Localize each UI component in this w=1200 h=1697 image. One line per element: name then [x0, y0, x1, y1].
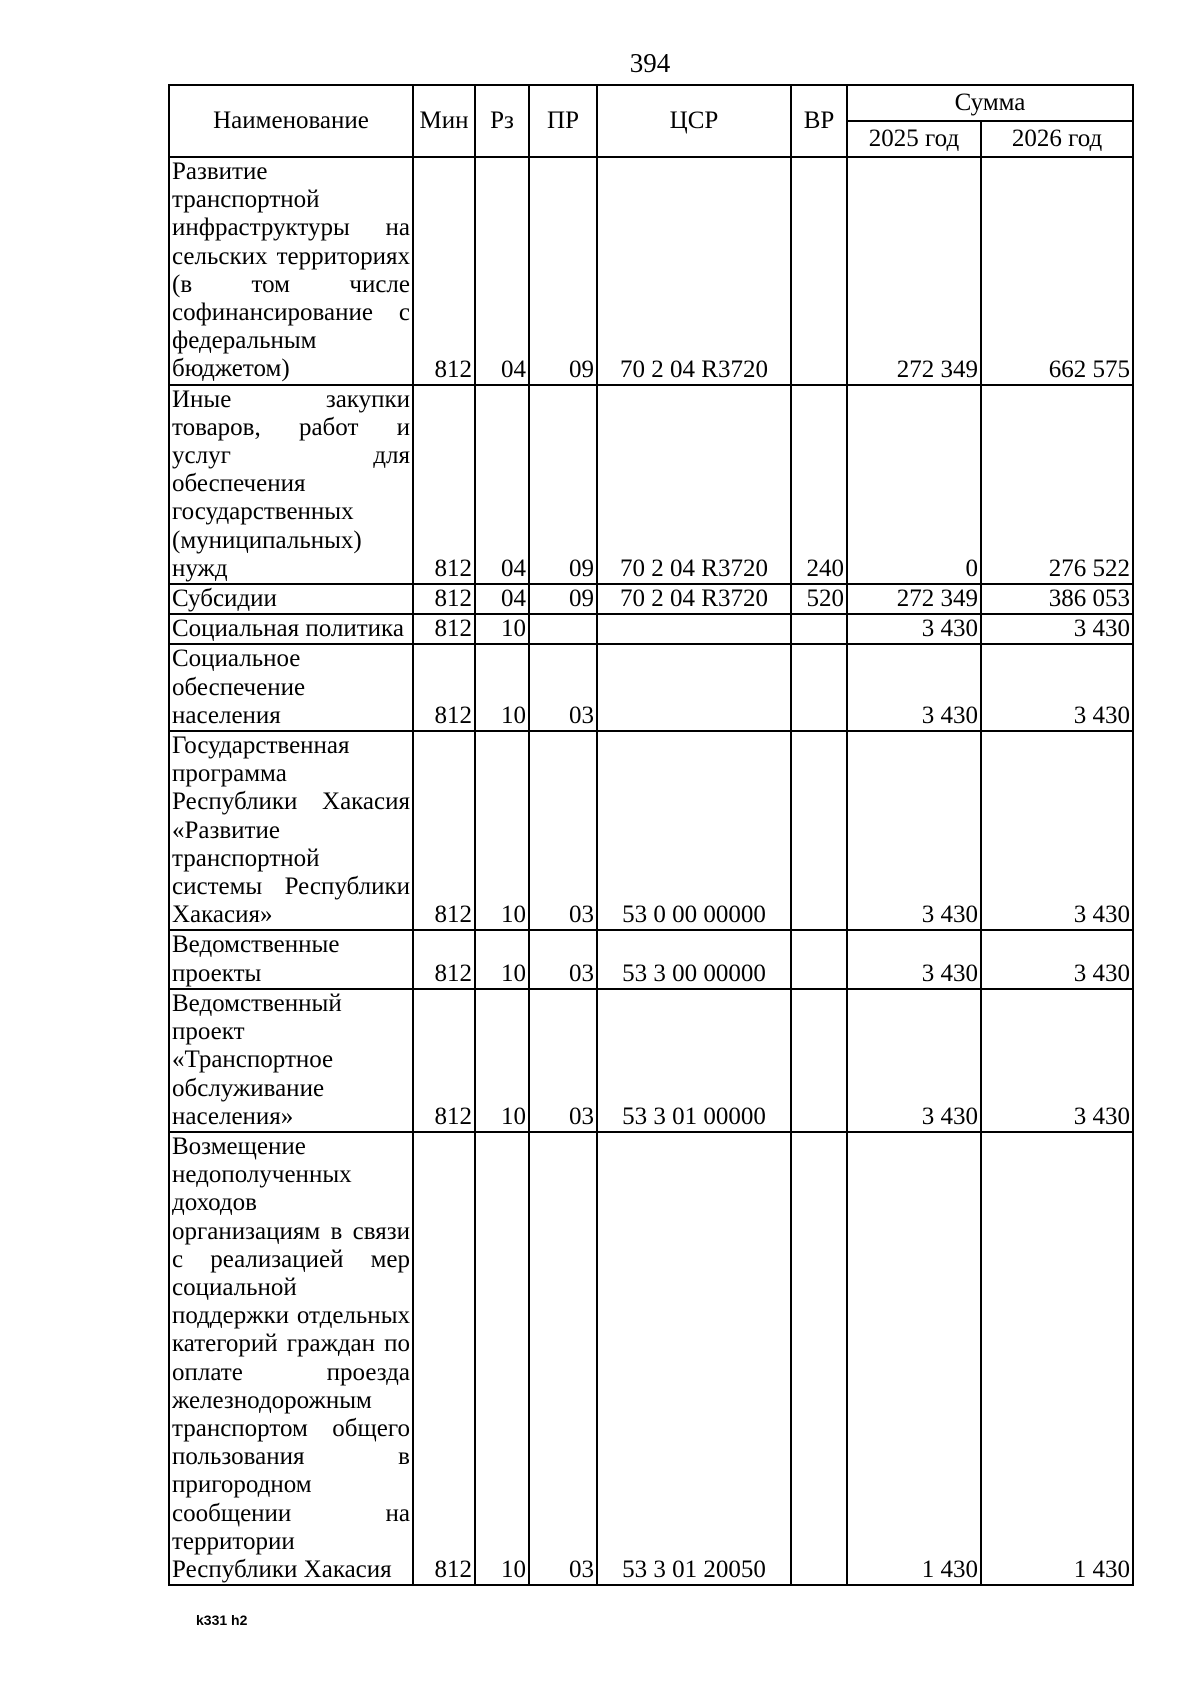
cell-name: Социальное обеспечение населения — [169, 644, 413, 731]
cell-rz: 04 — [475, 584, 529, 614]
header-year-2025: 2025 год — [847, 121, 981, 157]
cell-pr: 03 — [529, 1132, 597, 1585]
cell-pr: 03 — [529, 989, 597, 1132]
cell-sum-2026: 3 430 — [981, 644, 1133, 731]
cell-csr: 70 2 04 R3720 — [597, 584, 791, 614]
cell-min: 812 — [413, 644, 475, 731]
table-row — [169, 989, 1133, 1132]
cell-csr: 53 3 01 00000 — [597, 989, 791, 1132]
table-row — [169, 930, 1133, 988]
cell-pr: 09 — [529, 385, 597, 584]
header-min: Мин — [413, 85, 475, 157]
cell-sum-2025: 3 430 — [847, 731, 981, 930]
cell-vr — [791, 930, 847, 988]
cell-vr: 520 — [791, 584, 847, 614]
cell-sum-2026: 276 522 — [981, 385, 1133, 584]
cell-vr — [791, 157, 847, 385]
cell-sum-2025: 3 430 — [847, 930, 981, 988]
cell-vr — [791, 614, 847, 644]
cell-sum-2026: 386 053 — [981, 584, 1133, 614]
cell-name: Развитие транспортной инфраструктуры на сельских территориях (в том числе софинансирование с федеральным бюджетом) — [169, 157, 413, 385]
header-csr: ЦСР — [597, 85, 791, 157]
cell-vr: 240 — [791, 385, 847, 584]
cell-sum-2026: 662 575 — [981, 157, 1133, 385]
header-row — [169, 85, 1133, 121]
cell-sum-2026: 3 430 — [981, 731, 1133, 930]
page-number: 394 — [629, 48, 671, 78]
table-row — [169, 584, 1133, 614]
cell-sum-2025: 1 430 — [847, 1132, 981, 1585]
cell-name: Иные закупки товаров, работ и услуг для обеспечения государственных (муниципальных) нужд — [169, 385, 413, 584]
table-row — [169, 614, 1133, 644]
cell-pr: 03 — [529, 930, 597, 988]
header-rz: Рз — [475, 85, 529, 157]
cell-sum-2025: 272 349 — [847, 157, 981, 385]
table-row — [169, 1132, 1133, 1585]
cell-min: 812 — [413, 385, 475, 584]
budget-table — [168, 84, 1134, 1586]
cell-vr — [791, 644, 847, 731]
cell-sum-2026: 3 430 — [981, 614, 1133, 644]
cell-name: Возмещение недополученных доходов организациям в связи с реализацией мер социальной поддержки отдельных категорий граждан по оплате проезда железнодорожным транспортом общего пользования в пригородном сообщении на территории Республики Хакасия — [169, 1132, 413, 1585]
cell-min: 812 — [413, 157, 475, 385]
cell-sum-2025: 0 — [847, 385, 981, 584]
cell-rz: 10 — [475, 989, 529, 1132]
cell-sum-2026: 3 430 — [981, 930, 1133, 988]
table-row — [169, 731, 1133, 930]
cell-min: 812 — [413, 584, 475, 614]
cell-min: 812 — [413, 1132, 475, 1585]
cell-csr: 53 3 01 20050 — [597, 1132, 791, 1585]
header-name: Наименование — [169, 85, 413, 157]
cell-name: Субсидии — [169, 584, 413, 614]
cell-sum-2025: 3 430 — [847, 989, 981, 1132]
header-year-2026: 2026 год — [981, 121, 1133, 157]
cell-pr — [529, 614, 597, 644]
cell-vr — [791, 989, 847, 1132]
cell-rz: 10 — [475, 731, 529, 930]
footer-code: k331 h2 — [196, 1612, 248, 1628]
cell-csr: 70 2 04 R3720 — [597, 157, 791, 385]
cell-sum-2025: 3 430 — [847, 644, 981, 731]
cell-pr: 09 — [529, 584, 597, 614]
cell-rz: 10 — [475, 644, 529, 731]
cell-min: 812 — [413, 930, 475, 988]
cell-min: 812 — [413, 989, 475, 1132]
table-row — [169, 157, 1133, 385]
header-vr: ВР — [791, 85, 847, 157]
table-row — [169, 644, 1133, 731]
cell-csr — [597, 644, 791, 731]
cell-csr: 53 3 00 00000 — [597, 930, 791, 988]
table-row — [169, 385, 1133, 584]
cell-min: 812 — [413, 731, 475, 930]
cell-pr: 09 — [529, 157, 597, 385]
cell-sum-2026: 3 430 — [981, 989, 1133, 1132]
cell-pr: 03 — [529, 731, 597, 930]
cell-sum-2025: 272 349 — [847, 584, 981, 614]
cell-sum-2026: 1 430 — [981, 1132, 1133, 1585]
cell-csr — [597, 614, 791, 644]
cell-name: Ведомственный проект «Транспортное обслуживание населения» — [169, 989, 413, 1132]
cell-pr: 03 — [529, 644, 597, 731]
header-sum: Сумма — [847, 85, 1133, 121]
cell-name: Государственная программа Республики Хакасия «Развитие транспортной системы Республики Хакасия» — [169, 731, 413, 930]
cell-rz: 04 — [475, 157, 529, 385]
cell-name: Ведомственные проекты — [169, 930, 413, 988]
cell-min: 812 — [413, 614, 475, 644]
cell-vr — [791, 731, 847, 930]
cell-rz: 10 — [475, 1132, 529, 1585]
cell-name: Социальная политика — [169, 614, 413, 644]
cell-sum-2025: 3 430 — [847, 614, 981, 644]
cell-csr: 70 2 04 R3720 — [597, 385, 791, 584]
cell-vr — [791, 1132, 847, 1585]
cell-rz: 04 — [475, 385, 529, 584]
cell-rz: 10 — [475, 614, 529, 644]
cell-csr: 53 0 00 00000 — [597, 731, 791, 930]
cell-rz: 10 — [475, 930, 529, 988]
header-pr: ПР — [529, 85, 597, 157]
